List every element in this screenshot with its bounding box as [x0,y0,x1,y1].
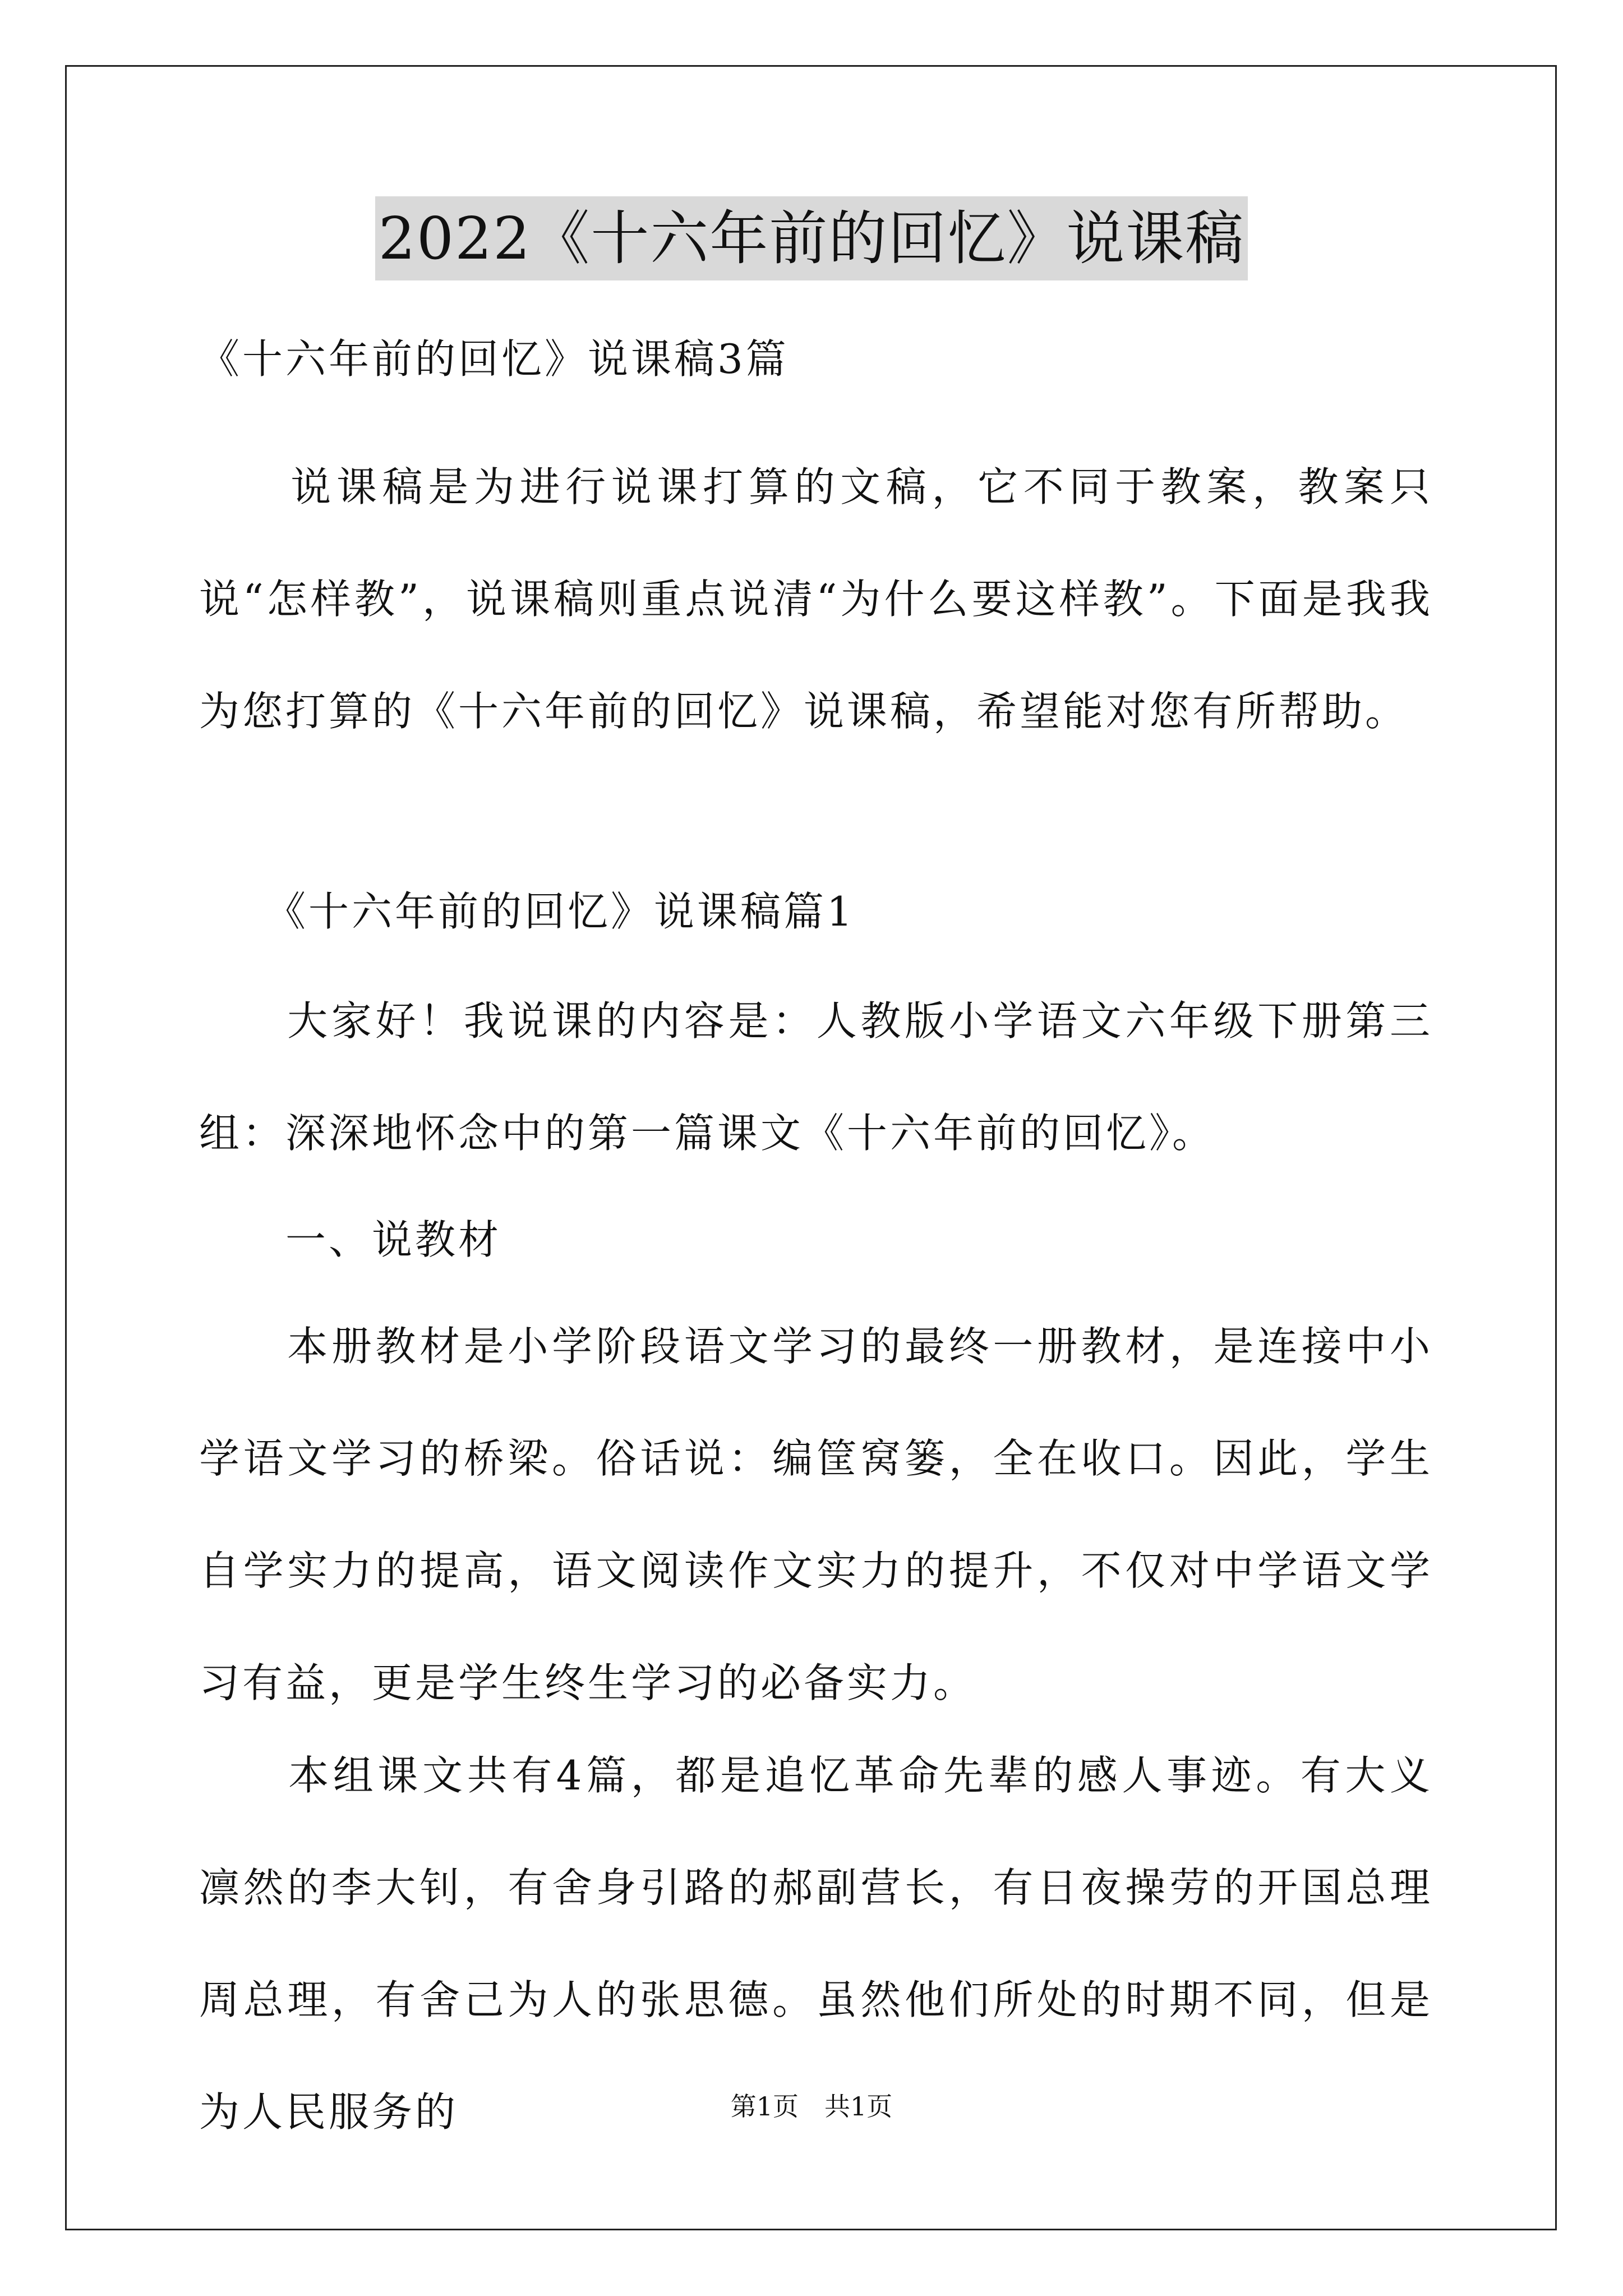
title-container [0,196,1623,280]
page-footer: 第1页 共1页 [730,2091,893,2122]
textbook-paragraph: 本册教材是小学阶段语文学习的最终一册教材，是连接中小学语文学习的桥梁。俗话说：编筐窝篓，全在收口。因此，学生自学实力的提高，语文阅读作文实力的提升，不仅对中学语文学习有益，更是学生终生学习的必备实力。 [199,1323,1433,1706]
section-heading: 《十六年前的回忆》说课稿篇1 [199,888,855,935]
greeting-paragraph: 大家好！我说课的内容是：人教版小学语文六年级下册第三组：深深地怀念中的第一篇课文《十六年前的回忆》。 [199,997,1433,1157]
intro-paragraph: 说课稿是为进行说课打算的文稿，它不同于教案，教案只说“怎样教”，说课稿则重点说清“为什么要这样教”。下面是我我为您打算的《十六年前的回忆》说课稿，希望能对您有所帮助。 [199,463,1433,735]
heading-textbook: 一、说教材 [199,1216,502,1263]
document-title: 2022《十六年前的回忆》说课稿 [375,196,1248,280]
lessons-paragraph: 本组课文共有4篇，都是追忆革命先辈的感人事迹。有大义凛然的李大钊，有舍身引路的郝副营长，有日夜操劳的开国总理周总理，有舍己为人的张思德。虽然他们所处的时期不同，但是为人民服务的 [199,1752,1433,2136]
document-subtitle: 《十六年前的回忆》说课稿3篇 [199,335,789,383]
